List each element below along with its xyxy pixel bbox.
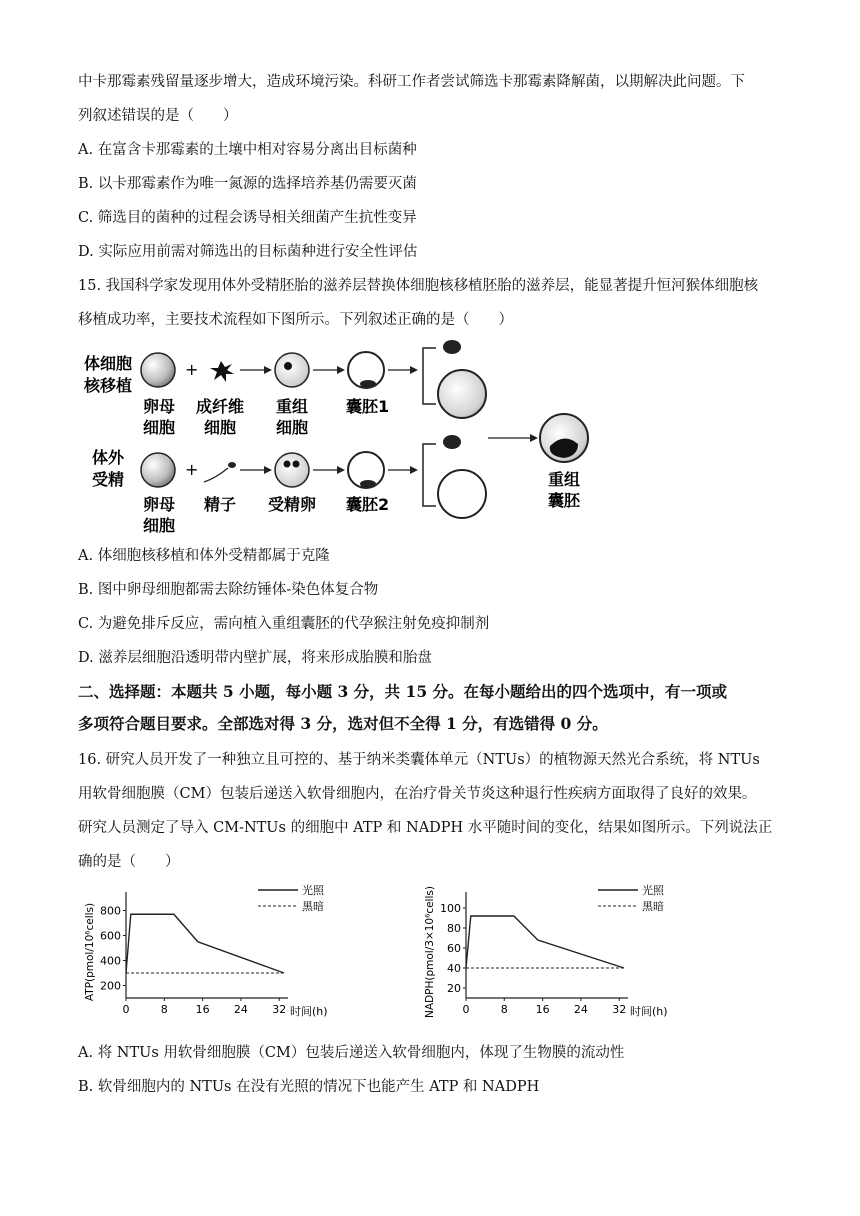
atp-chart bbox=[80, 880, 350, 1030]
row2-title-line1: 体外 bbox=[92, 448, 125, 467]
q15-option-b: B. 图中卵母细胞都需去除纺锤体-染色体复合物 bbox=[78, 582, 379, 598]
legend-label: 光照 bbox=[642, 884, 664, 897]
x-tick-label: 8 bbox=[160, 1003, 168, 1016]
reconstructed-cell bbox=[275, 353, 309, 387]
q14-option-c: C. 筛选目的菌种的过程会诱导相关细菌产生抗性变异 bbox=[78, 210, 417, 226]
blastocyst1-label: 囊胚1 bbox=[346, 397, 390, 416]
y-tick-label: 200 bbox=[100, 979, 121, 993]
y-tick-label: 20 bbox=[447, 982, 461, 995]
sperm-icon bbox=[204, 468, 228, 482]
y-tick-label: 80 bbox=[447, 922, 461, 935]
nuclear-transfer-diagram bbox=[78, 336, 598, 536]
q16-stem-line3: 研究人员测定了导入 CM-NTUs 的细胞中 ATP 和 NADPH 水平随时间的变化，结果如图所示。下列说法正 bbox=[78, 820, 773, 836]
fertilized-egg bbox=[275, 453, 309, 487]
series-line-light bbox=[466, 916, 624, 968]
inner-cell-mass-1 bbox=[443, 340, 461, 354]
section2-heading-line1: 二、选择题：本题共 5 小题，每小题 3 分，共 15 分。在每小题给出的四个选项中，有一项或 bbox=[78, 682, 728, 701]
x-tick-label: 16 bbox=[535, 1003, 550, 1016]
q14-stem-line1: 中卡那霉素残留量逐步增大，造成环境污染。科研工作者尝试筛选卡那霉素降解菌，以期解决此问题。下 bbox=[78, 74, 745, 90]
q15-option-c: C. 为避免排斥反应，需向植入重组囊胚的代孕猴注射免疫抑制剂 bbox=[78, 616, 490, 632]
q14-option-a: A. 在富含卡那霉素的土壤中相对容易分离出目标菌种 bbox=[78, 142, 417, 158]
oocyte-label-2a: 卵母 bbox=[143, 495, 176, 514]
fertilized-egg-label: 受精卵 bbox=[268, 495, 317, 514]
sperm-label: 精子 bbox=[204, 495, 237, 514]
q14-option-d: D. 实际应用前需对筛选出的目标菌种进行安全性评估 bbox=[78, 244, 418, 260]
q16-stem-line1: 16. 研究人员开发了一种独立且可控的、基于纳米类囊体单元（NTUs）的植物源天然光合系统，将 NTUs bbox=[78, 752, 760, 768]
q15-option-a: A. 体细胞核移植和体外受精都属于克隆 bbox=[78, 548, 330, 564]
x-axis-label: 时间(h) bbox=[290, 1005, 328, 1018]
q16-stem-line4: 确的是（ ） bbox=[78, 854, 180, 870]
y-tick-label: 400 bbox=[100, 954, 121, 968]
q15-option-d: D. 滋养层细胞沿透明带内壁扩展，将来形成胎膜和胎盘 bbox=[78, 650, 432, 666]
x-tick-label: 24 bbox=[573, 1003, 588, 1016]
x-tick-label: 0 bbox=[462, 1003, 470, 1016]
q16-option-b: B. 软骨细胞内的 NTUs 在没有光照的情况下也能产生 ATP 和 NADPH bbox=[78, 1079, 540, 1095]
legend-label: 光照 bbox=[302, 884, 324, 897]
q15-stem-line2: 移植成功率，主要技术流程如下图所示。下列叙述正确的是（ ） bbox=[78, 312, 513, 328]
nadph-chart bbox=[420, 880, 690, 1030]
x-tick-label: 16 bbox=[195, 1003, 210, 1016]
y-tick-label: 600 bbox=[100, 929, 121, 943]
series-line-light bbox=[126, 914, 284, 973]
oocyte-cell-1 bbox=[141, 353, 175, 387]
y-tick-label: 60 bbox=[447, 942, 461, 955]
x-tick-label: 32 bbox=[272, 1003, 287, 1016]
section2-heading-line2: 多项符合题目要求。全部选对得 3 分，选对但不全得 1 分，有选错得 0 分。 bbox=[78, 714, 608, 733]
y-tick-label: 40 bbox=[447, 962, 461, 975]
q16-stem-line2: 用软骨细胞膜（CM）包装后递送入软骨细胞内，在治疗骨关节炎这种退行性疾病方面取得了良好的效果。 bbox=[78, 786, 757, 802]
q14-option-b: B. 以卡那霉素作为唯一氮源的选择培养基仍需要灭菌 bbox=[78, 176, 417, 192]
q15-stem-line1: 15. 我国科学家发现用体外受精胚胎的滋养层替换体细胞核移植胚胎的滋养层，能显著提升恒河猴体细胞核 bbox=[78, 278, 759, 294]
x-axis-label: 时间(h) bbox=[630, 1005, 668, 1018]
fibroblast-icon bbox=[210, 361, 234, 382]
x-tick-label: 32 bbox=[612, 1003, 627, 1016]
reconstructed-label-b: 细胞 bbox=[276, 418, 309, 437]
reconstructed-label-a: 重组 bbox=[276, 397, 309, 416]
trophoblast-shell-2 bbox=[438, 470, 486, 518]
oocyte-cell-2 bbox=[141, 453, 175, 487]
oocyte-label-1b: 细胞 bbox=[143, 418, 176, 437]
q14-stem-line2: 列叙述错误的是（ ） bbox=[78, 108, 238, 124]
blastocyst2-label: 囊胚2 bbox=[346, 495, 390, 514]
result-label-b: 囊胚 bbox=[548, 491, 581, 510]
y-tick-label: 100 bbox=[440, 902, 461, 915]
x-tick-label: 24 bbox=[233, 1003, 248, 1016]
result-label-a: 重组 bbox=[548, 470, 581, 489]
x-tick-label: 0 bbox=[122, 1003, 130, 1016]
oocyte-label-1a: 卵母 bbox=[143, 397, 176, 416]
row1-title-line2: 核移植 bbox=[84, 376, 133, 395]
y-axis-label: ATP(pmol/10⁶cells) bbox=[84, 902, 96, 1002]
row1-title-line1: 体细胞 bbox=[84, 354, 133, 373]
y-axis-label: NADPH(pmol/3×10⁶cells) bbox=[424, 886, 436, 1018]
fibroblast-label-b: 细胞 bbox=[204, 418, 237, 437]
plus-sign-1: + bbox=[185, 360, 199, 379]
oocyte-label-2b: 细胞 bbox=[143, 516, 176, 535]
y-tick-label: 800 bbox=[100, 904, 121, 918]
q16-option-a: A. 将 NTUs 用软骨细胞膜（CM）包装后递送入软骨细胞内，体现了生物膜的流动性 bbox=[78, 1045, 625, 1061]
legend-label: 黑暗 bbox=[642, 900, 664, 913]
plus-sign-2: + bbox=[185, 460, 199, 479]
x-tick-label: 8 bbox=[500, 1003, 508, 1016]
trophoblast-shell-1 bbox=[438, 370, 486, 418]
row2-title-line2: 受精 bbox=[92, 470, 125, 489]
fibroblast-label-a: 成纤维 bbox=[196, 397, 245, 416]
legend-label: 黑暗 bbox=[302, 900, 324, 913]
inner-cell-mass-2 bbox=[443, 435, 461, 449]
